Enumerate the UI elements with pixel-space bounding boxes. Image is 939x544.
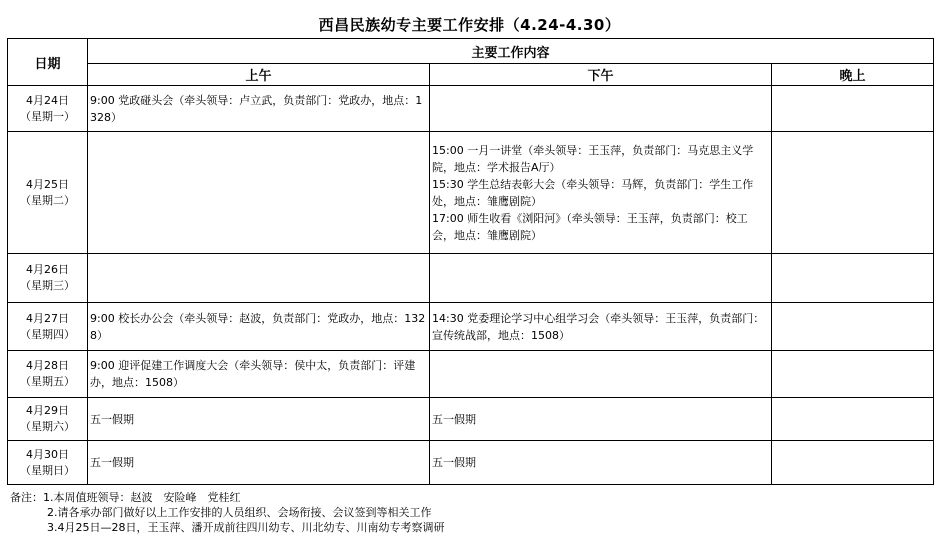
morning-cell — [88, 86, 430, 132]
afternoon-cell — [430, 86, 772, 132]
note-item: 1.本周值班领导：赵波 安险峰 党桂红 — [43, 491, 241, 504]
date-text: 4月26日 — [26, 263, 69, 276]
evening-cell — [772, 398, 934, 441]
afternoon-cell — [430, 441, 772, 485]
header-date: 日期 — [8, 39, 88, 86]
date-text: 4月25日 — [26, 177, 69, 191]
weekday-text: （星期六） — [20, 420, 75, 433]
event-entry: 17:00 师生收看《浏阳河》（牵头领导：王玉萍，负责部门：校工会，地点：雏鹰剧院） — [432, 211, 748, 242]
note-item: 2.请各承办部门做好以上工作安排的人员组织、会场衔接、会议签到等相关工作 — [47, 506, 432, 519]
weekday-text: （星期二） — [20, 193, 75, 207]
event-entry: 9:00 校长办公会（牵头领导：赵波，负责部门：党政办，地点：1328） — [90, 311, 426, 342]
weekday-text: （星期三） — [20, 279, 75, 292]
header-afternoon: 下午 — [430, 64, 772, 86]
event-entry: 15:30 学生总结表彰大会（牵头领导：马辉，负责部门：学生工作处，地点：雏鹰剧院） — [432, 177, 754, 208]
note-item: 3.4月25日—28日，王玉萍、潘开成前往四川幼专、川北幼专、川南幼专考察调研 — [47, 521, 445, 534]
schedule-row — [8, 398, 934, 441]
afternoon-cell — [430, 132, 772, 254]
notes-prefix: 备注： — [10, 491, 43, 504]
morning-cell — [88, 303, 430, 351]
schedule-body — [8, 86, 934, 485]
evening-cell — [772, 254, 934, 303]
date-cell — [8, 86, 88, 132]
morning-cell — [88, 398, 430, 441]
evening-cell — [772, 441, 934, 485]
schedule-table — [7, 38, 934, 485]
date-text: 4月30日 — [26, 447, 69, 461]
schedule-row — [8, 254, 934, 303]
morning-cell — [88, 441, 430, 485]
date-cell — [8, 398, 88, 441]
date-text: 4月29日 — [26, 404, 69, 417]
header-main-content: 主要工作内容 — [88, 39, 934, 64]
event-entry: 五一假期 — [90, 412, 134, 426]
weekday-text: （星期一） — [20, 109, 75, 123]
event-entry: 9:00 党政碰头会（牵头领导：卢立武，负责部门：党政办，地点：1328） — [90, 93, 423, 124]
evening-cell — [772, 351, 934, 398]
event-entry: 15:00 一月一讲堂（牵头领导：王玉萍，负责部门：马克思主义学院，地点：学术报告A厅） — [432, 143, 754, 174]
event-entry: 14:30 党委理论学习中心组学习会（牵头领导：王玉萍，负责部门：宣传统战部，地点：1508） — [432, 311, 765, 342]
weekday-text: （星期五） — [20, 375, 75, 388]
event-entry: 五一假期 — [432, 412, 476, 426]
schedule-row — [8, 441, 934, 485]
evening-cell — [772, 303, 934, 351]
date-cell — [8, 351, 88, 398]
afternoon-cell — [430, 303, 772, 351]
morning-cell — [88, 254, 430, 303]
date-cell — [8, 132, 88, 254]
morning-cell — [88, 351, 430, 398]
date-text: 4月27日 — [26, 311, 69, 325]
date-text: 4月28日 — [26, 359, 69, 372]
evening-cell — [772, 132, 934, 254]
schedule-row — [8, 351, 934, 398]
weekday-text: （星期四） — [20, 327, 75, 341]
header-evening: 晚上 — [772, 64, 934, 86]
event-entry: 五一假期 — [432, 456, 476, 469]
date-cell — [8, 303, 88, 351]
event-entry: 9:00 迎评促建工作调度大会（牵头领导：侯中太，负责部门：评建办，地点：1508） — [90, 359, 416, 389]
header-morning: 上午 — [88, 64, 430, 86]
page-title: 西昌民族幼专主要工作安排（4.24-4.30） — [318, 16, 621, 34]
event-entry: 五一假期 — [90, 456, 134, 469]
schedule-row — [8, 132, 934, 254]
afternoon-cell — [430, 351, 772, 398]
date-cell — [8, 254, 88, 303]
schedule-row — [8, 86, 934, 132]
date-cell — [8, 441, 88, 485]
weekday-text: （星期日） — [20, 463, 75, 477]
notes-section — [10, 490, 445, 535]
evening-cell — [772, 86, 934, 132]
morning-cell — [88, 132, 430, 254]
afternoon-cell — [430, 398, 772, 441]
afternoon-cell — [430, 254, 772, 303]
schedule-row — [8, 303, 934, 351]
date-text: 4月24日 — [26, 93, 69, 107]
